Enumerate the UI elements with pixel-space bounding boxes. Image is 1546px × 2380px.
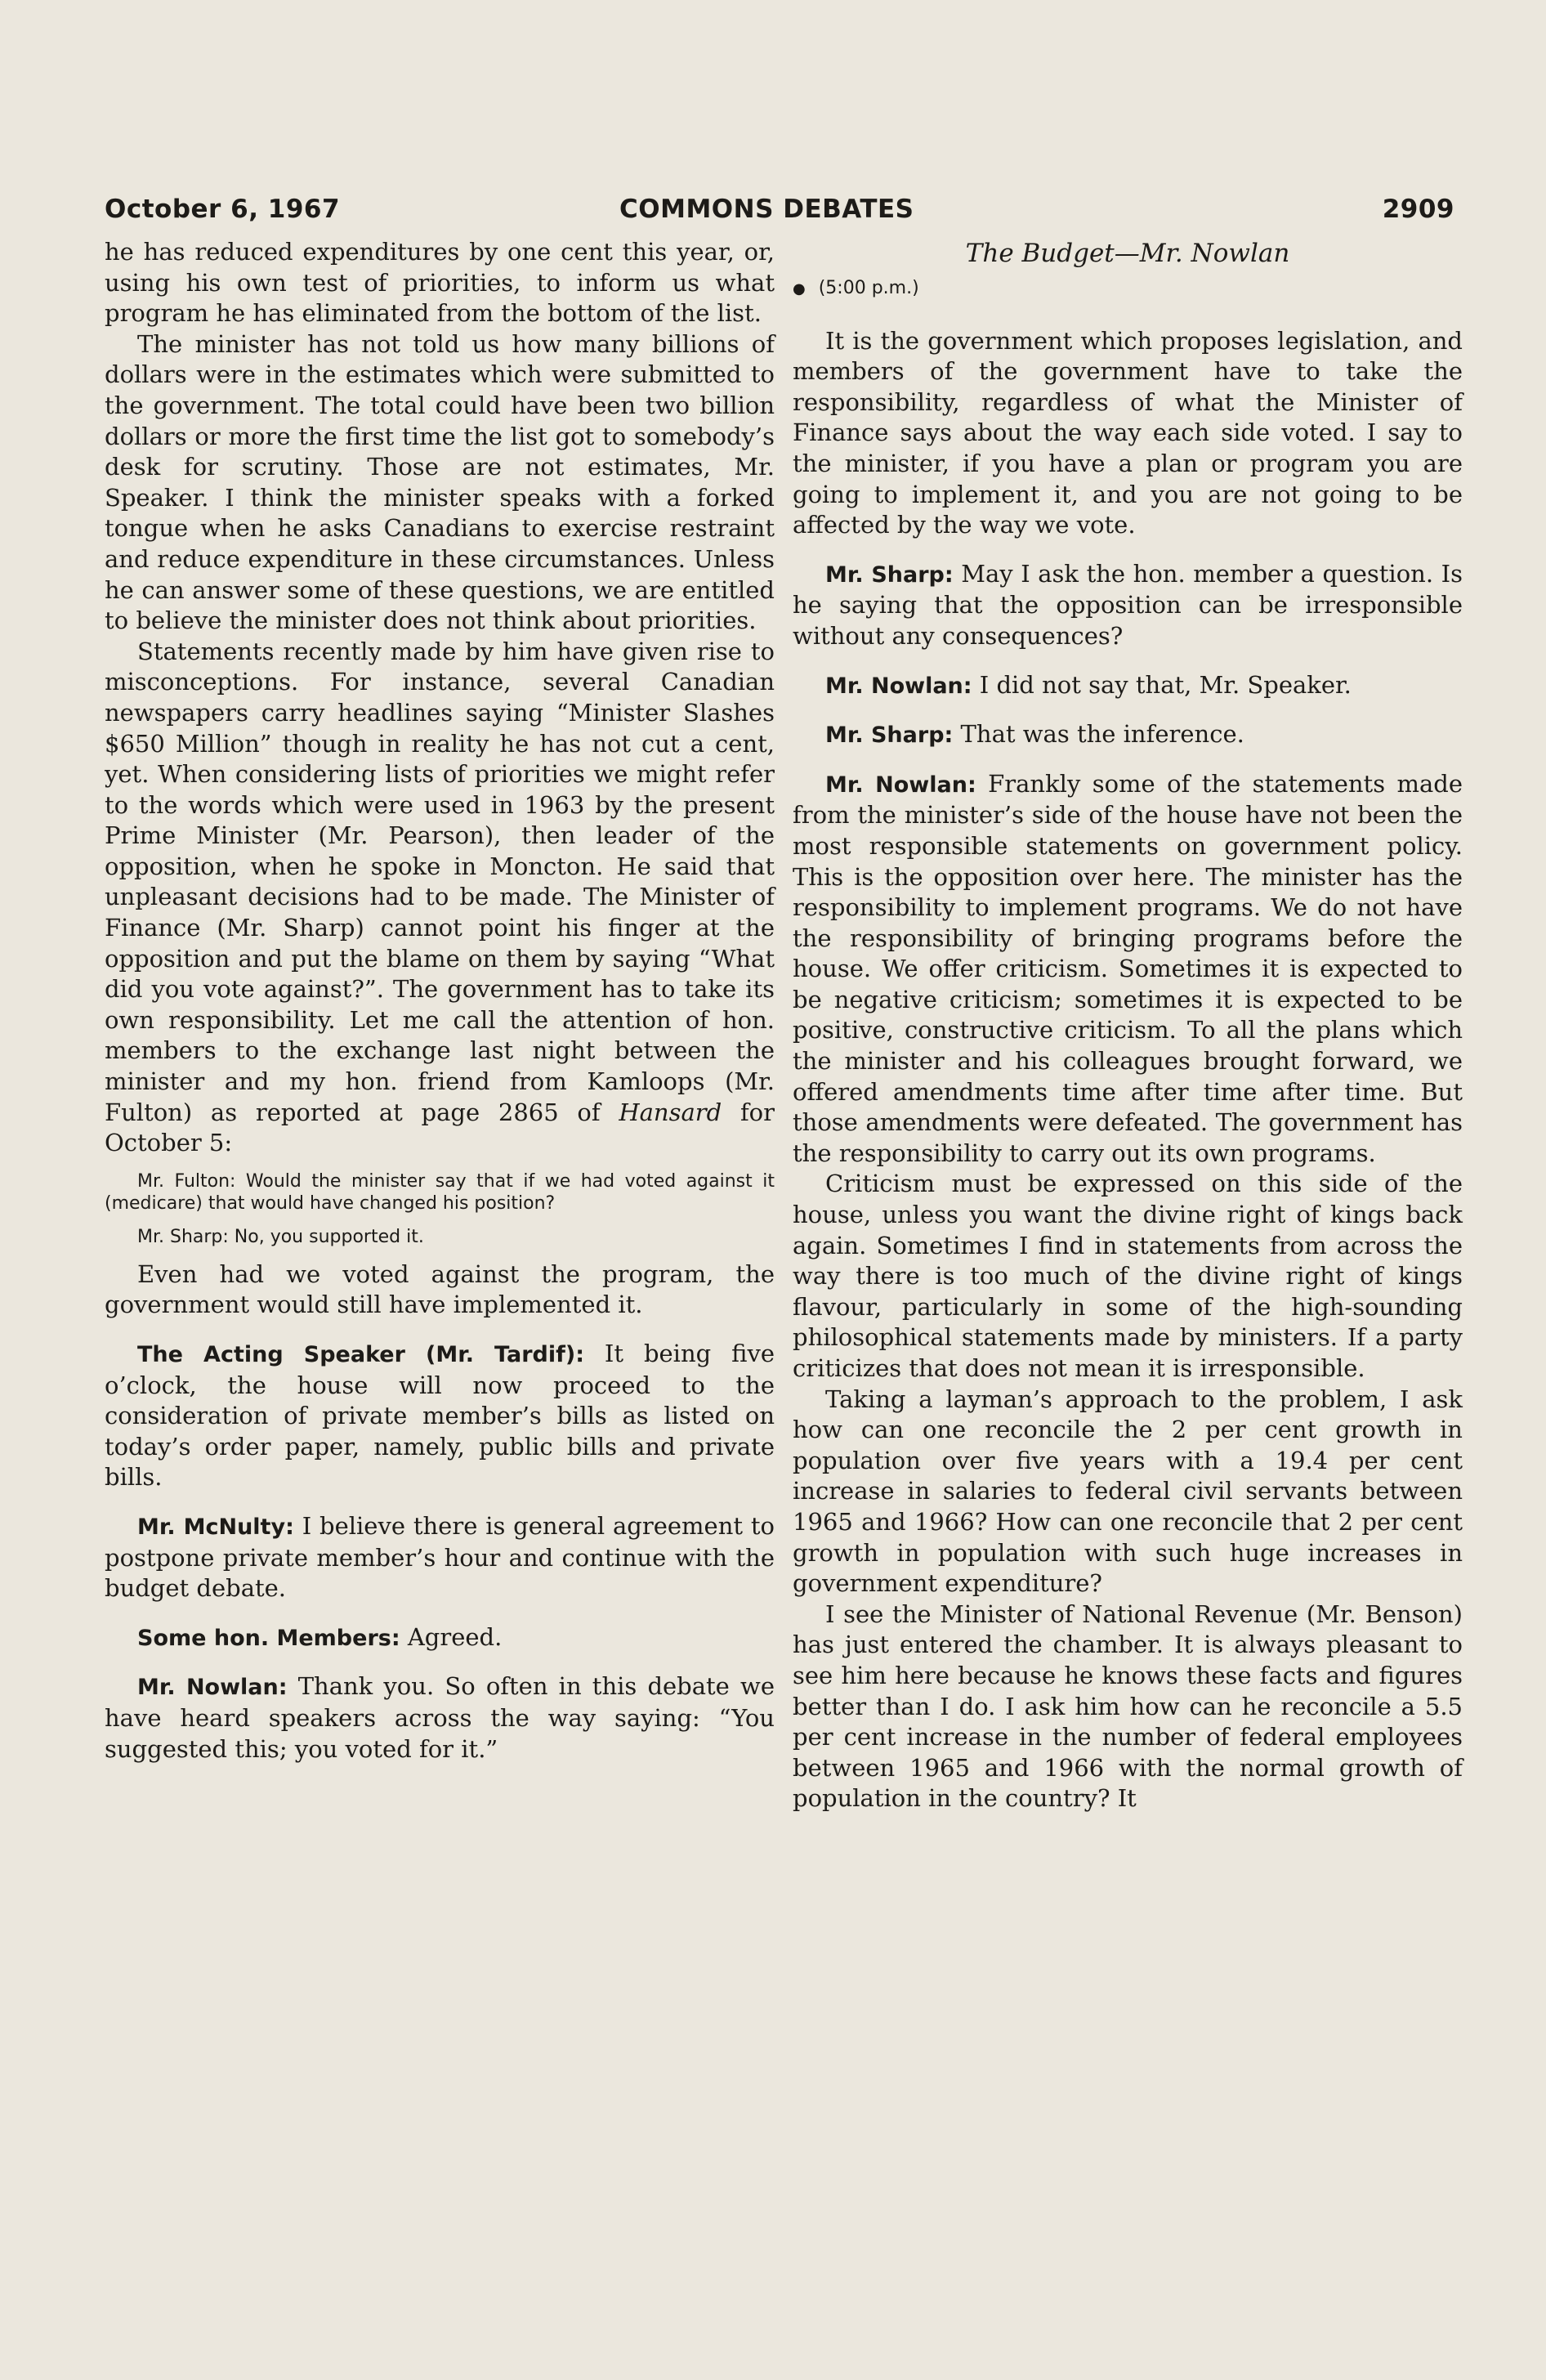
speech-nowlan-1 (793, 670, 1463, 702)
right-paragraph-1: It is the government which proposes legislation, and members of the government have to take the responsibility, regardless of what the Minister of Finance says about the way each side voted. I say to the minister, if you have a plan or program you are going to implement it, and you are not going to be affected by the way we vote. (793, 326, 1463, 539)
quote-sharp: Mr. Sharp: No, you supported it. (137, 1226, 424, 1247)
speech-text: That was the inference. (953, 720, 1244, 749)
speech-sharp-2 (793, 719, 1463, 751)
speech-nowlan (105, 1671, 775, 1765)
left-paragraph-3-text: Statements recently made by him have given rise to misconceptions. For instance, several Canadian newspapers carry headlines saying “Minister Slashes $650 Million” though in reality he has not cut a cent, yet. When considering lists of priorities we might refer to the words which were used in 1963 by the present Prime Minister (Mr. Pearson), then leader of the opposition, when he spoke in Moncton. He said that unpleasant decisions had to be made. The Minister of Finance (Mr. Sharp) cannot point his finger at the opposition and put the blame on them by saying “What did you vote against?”. The government has to take its own responsibility. Let me call the attention of hon. members to the exchange last night between the minister and my hon. friend from Kamloops (Mr. Fulton) as reported at page 2865 of (105, 637, 775, 1126)
speech-text: I believe there is general agreement to postpone private member’s hour and continue with the budget debate. (105, 1511, 775, 1603)
page-header (105, 195, 1454, 235)
right-paragraph-2: Criticism must be expressed on this side of the house, unless you want the divine right of kings back again. Sometimes I find in statements from across the way there is too much of the divine right of kings flavour, particularly in some of the high-sounding philosophical statements made by ministers. If a party criticizes that does not mean it is irresponsible. (793, 1170, 1463, 1382)
time-stamp (793, 273, 1463, 305)
speech-text: It being five o’clock, the house will now proceed to the consideration of private member’s bills as listed on today’s order paper, namely, public bills and private bills. (105, 1340, 775, 1492)
left-paragraph-3-end: for October 5: (105, 1098, 775, 1157)
speech-text: Agreed. (400, 1622, 503, 1651)
right-column (793, 237, 1463, 1814)
bullet-icon: ● (793, 280, 806, 298)
speech-nowlan-2 (793, 769, 1463, 1170)
speech-members (105, 1622, 775, 1654)
speech-text: May I ask the hon. member a question. Is he saying that the opposition can be irresponsible without any consequences? (793, 559, 1463, 650)
header-date: October 6, 1967 (105, 195, 341, 224)
speech-text: Thank you. So often in this debate we have heard speakers across the way saying: “You suggested this; you voted for it.” (105, 1672, 775, 1763)
quote-fulton: Mr. Fulton: Would the minister say that if we had voted against it (medicare) that would have changed his position? (105, 1170, 775, 1214)
speech-acting-speaker (105, 1339, 775, 1493)
speaker-name: Mr. Sharp: (825, 722, 954, 749)
time-text: (5:00 p.m.) (818, 278, 919, 298)
speech-sharp-1 (793, 559, 1463, 652)
left-paragraph-4: Even had we voted against the program, the government would still have implemented it. (105, 1259, 775, 1319)
left-paragraph-3 (105, 637, 775, 1159)
speaker-name: Mr. Nowlan: (137, 1675, 288, 1701)
speaker-name: Mr. McNulty: (137, 1514, 294, 1540)
left-paragraph-2: The minister has not told us how many billions of dollars were in the estimates which were submitted to the government. The total could have been two billion dollars or more the first time the list got to somebody’s desk for scrutiny. Those are not estimates, Mr. Speaker. I think the minister speaks with a forked tongue when he asks Canadians to exercise restraint and reduce expenditure in these circumstances. Unless he can answer some of these questions, we are entitled to believe the minister does not think about priorities. (105, 329, 775, 635)
speech-text: I did not say that, Mr. Speaker. (972, 670, 1352, 699)
speaker-name: Mr. Sharp: (825, 561, 954, 588)
header-title: COMMONS DEBATES (619, 195, 914, 224)
speaker-name: Mr. Nowlan: (825, 673, 972, 699)
running-head: The Budget—Mr. Nowlan (965, 239, 1290, 268)
right-paragraph-3: Taking a layman’s approach to the problem, I ask how can one reconcile the 2 per cent growth in population over five years with a 19.4 per cent increase in salaries to federal civil servants between 1965 and 1966? How can one reconcile that 2 per cent growth in population with such huge increases in government expenditure? (793, 1385, 1463, 1598)
header-page-number: 2909 (1382, 195, 1454, 224)
speech-mcnulty (105, 1511, 775, 1604)
right-paragraph-4: I see the Minister of National Revenue (Mr. Benson) has just entered the chamber. It is always pleasant to see him here because he knows these facts and figures better than I do. I ask him how can he reconcile a 5.5 per cent increase in the number of federal employees between 1965 and 1966 with the normal growth of population in the country? It (793, 1599, 1463, 1813)
left-paragraph-1: he has reduced expenditures by one cent this year, or, using his own test of priorities, to inform us what program he has eliminated from the bottom of the list. (105, 238, 775, 328)
speaker-name: The Acting Speaker (Mr. Tardif): (137, 1342, 584, 1367)
speaker-name: Mr. Nowlan: (825, 772, 976, 798)
speech-text: Frankly some of the statements made from the minister’s side of the house have not been the most responsible statements on government policy. This is the opposition over here. The minister has the responsibility to implement programs. We do not have the responsibility of bringing programs before the house. We offer criticism. Sometimes it is expected to be negative criticism; sometimes it is expected to be positive, constructive criticism. To all the plans which the minister and his colleagues brought forward, we offered amendments time after time after time. But those amendments were defeated. The government has the responsibility to carry out its own programs. (793, 769, 1463, 1167)
speaker-name: Some hon. Members: (137, 1625, 400, 1651)
left-column (105, 237, 775, 1765)
hansard-reference: Hansard (619, 1098, 722, 1126)
